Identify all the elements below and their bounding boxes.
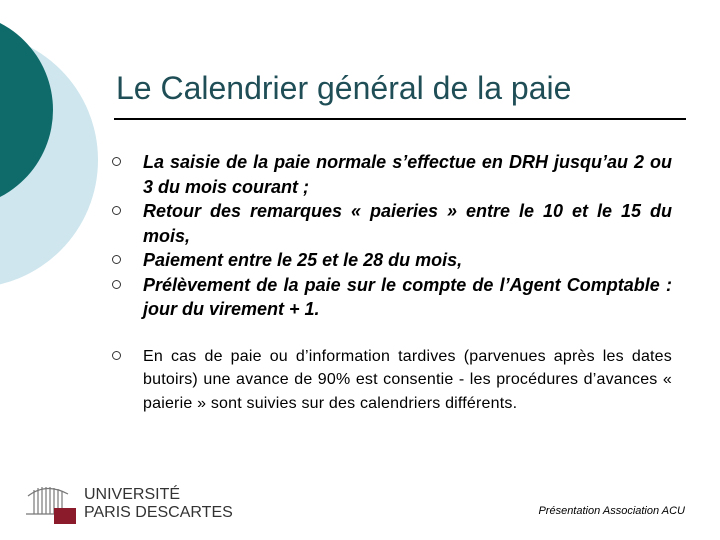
university-logo-text: [84, 486, 233, 522]
decorative-circles: [0, 0, 120, 300]
bullet-text: La saisie de la paie normale s’effectue en DRH jusqu’au 2 ou 3 du mois courant ;: [143, 152, 672, 197]
bullet-list: [112, 150, 672, 415]
bullet-item: [112, 248, 672, 273]
note-item: [112, 345, 672, 416]
note-text: En cas de paie ou d’information tardives (parvenues après les dates butoirs) une avance de 90% est consentie - les procédures d’avances « paierie » sont suivies sur des calendriers différents.: [143, 347, 672, 412]
bullet-circle-icon: [112, 351, 121, 360]
bullet-item: [112, 150, 672, 199]
bullet-text: Prélèvement de la paie sur le compte de l’Agent Comptable : jour du virement + 1.: [143, 274, 672, 319]
bullet-item: [112, 273, 672, 322]
bullet-circle-icon: [112, 206, 121, 215]
logo-red-square: [54, 508, 76, 524]
bullet-circle-icon: [112, 280, 121, 289]
bullet-text: Retour des remarques « paieries » entre le 10 et le 15 du mois,: [143, 201, 672, 246]
bullet-circle-icon: [112, 157, 121, 166]
logo-line-1: UNIVERSITÉ: [84, 486, 181, 503]
bullet-text: Paiement entre le 25 et le 28 du mois,: [143, 250, 463, 270]
bullet-item: [112, 199, 672, 248]
title-underline: [114, 118, 686, 120]
footer-credit: Présentation Association ACU: [538, 505, 685, 517]
logo-line-2: PARIS DESCARTES: [84, 504, 233, 521]
bullet-circle-icon: [112, 255, 121, 264]
slide-title: Le Calendrier général de la paie: [116, 70, 572, 106]
